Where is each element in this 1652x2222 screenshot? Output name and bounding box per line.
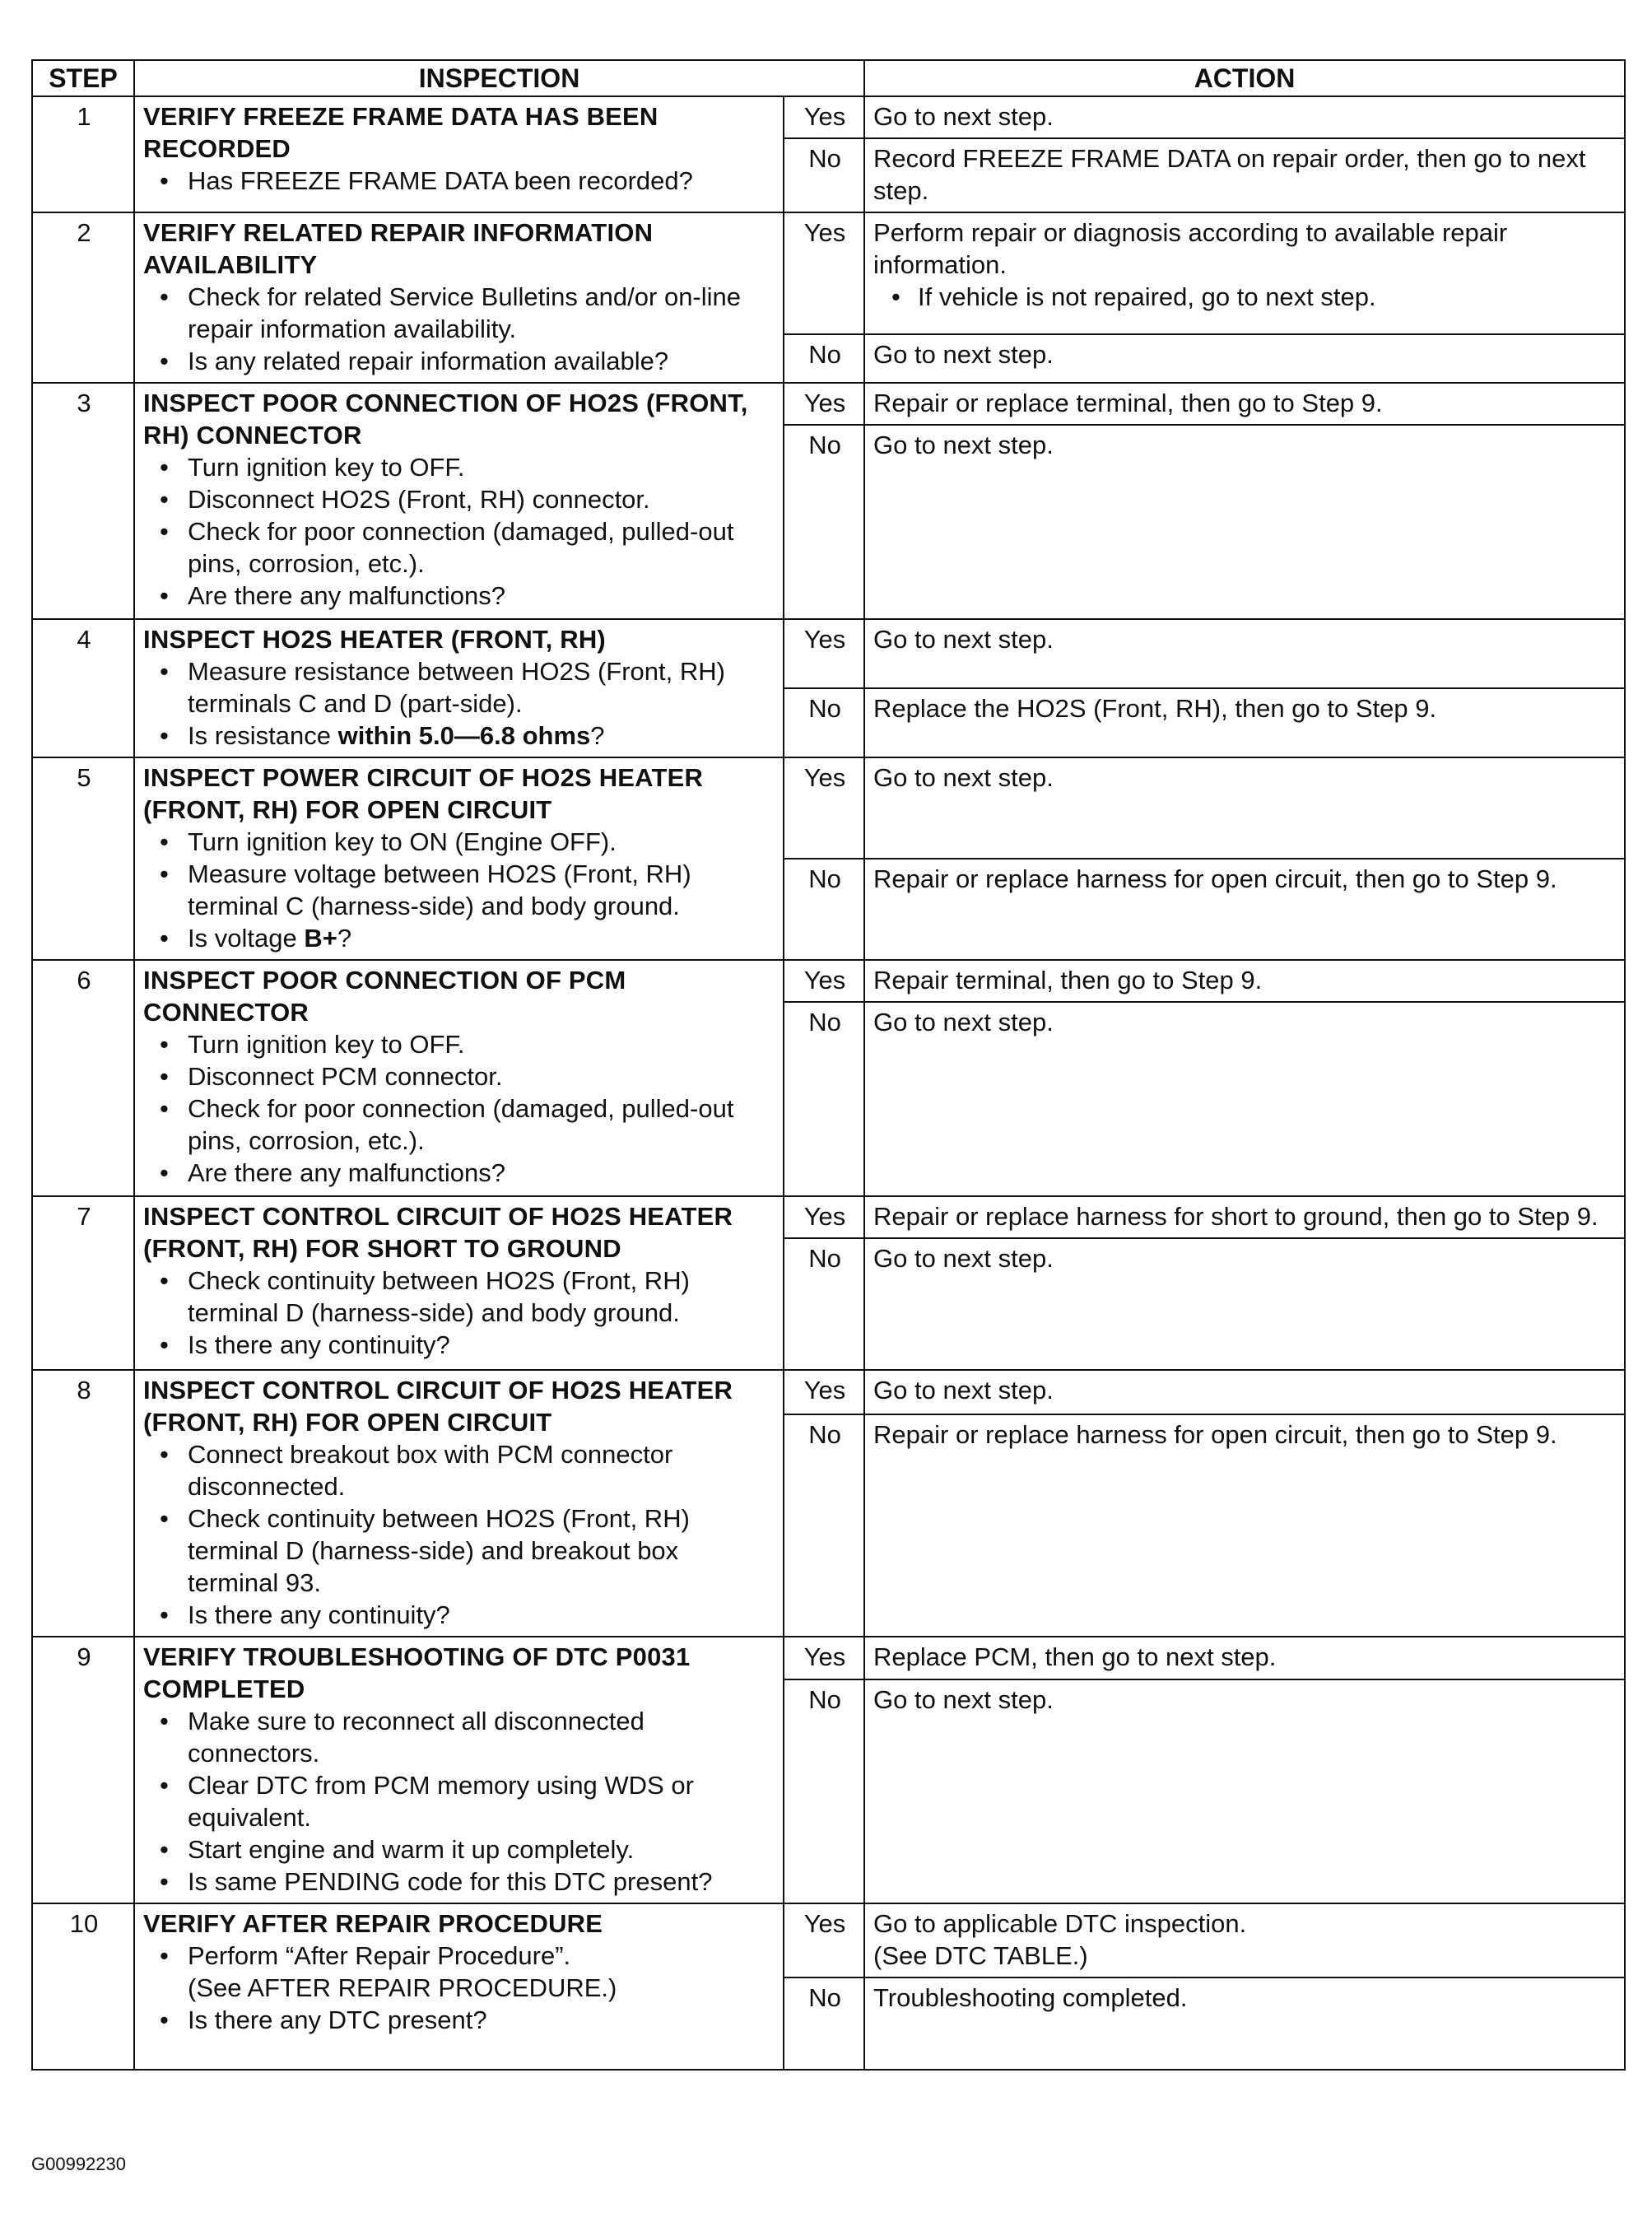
step-number: 9	[32, 1637, 134, 1903]
inspection-bullets	[143, 1705, 776, 1898]
no-label: No	[784, 334, 864, 383]
inspection-title: INSPECT HO2S HEATER (FRONT, RH)	[143, 625, 606, 654]
header-step: STEP	[32, 60, 134, 96]
no-label: No	[784, 1679, 864, 1903]
step-number: 4	[32, 619, 134, 757]
yes-label: Yes	[784, 1903, 864, 1977]
list-item: • Is same PENDING code for this DTC present?	[143, 1866, 776, 1898]
list-item: • Are there any malfunctions?	[143, 1157, 776, 1189]
step-number: 7	[32, 1196, 134, 1370]
no-action: Go to next step.	[864, 425, 1625, 619]
inspection-title: INSPECT CONTROL CIRCUIT OF HO2S HEATER (FRONT, RH) FOR SHORT TO GROUND	[143, 1202, 733, 1263]
list-item	[143, 922, 776, 954]
list-item: • Has FREEZE FRAME DATA been recorded?	[143, 165, 776, 197]
inspection-title: VERIFY RELATED REPAIR INFORMATION AVAILABILITY	[143, 218, 654, 279]
inspection-cell	[134, 1637, 784, 1903]
inspection-cell	[134, 383, 784, 619]
yes-label: Yes	[784, 383, 864, 425]
step-number: 6	[32, 960, 134, 1196]
figure-code: G00992230	[31, 2154, 126, 2174]
inspection-bullets	[143, 1028, 776, 1189]
list-item: • Check continuity between HO2S (Front, RH) terminal D (harness-side) and breakout box terminal 93.	[143, 1502, 776, 1599]
no-label: No	[784, 1238, 864, 1370]
yes-action: Repair or replace terminal, then go to Step 9.	[864, 383, 1625, 425]
header-inspection: INSPECTION	[134, 60, 864, 96]
no-action: Go to next step.	[864, 334, 1625, 383]
step-number: 8	[32, 1370, 134, 1637]
no-label: No	[784, 688, 864, 757]
bullet-text: Is voltage	[188, 924, 305, 953]
header-action: ACTION	[864, 60, 1625, 96]
no-action: Go to next step.	[864, 1238, 1625, 1370]
yes-action-note: (See DTC TABLE.)	[873, 1941, 1088, 1970]
yes-label: Yes	[784, 757, 864, 859]
yes-label: Yes	[784, 1637, 864, 1679]
no-action: Replace the HO2S (Front, RH), then go to Step 9.	[864, 688, 1625, 757]
list-item: • Perform “After Repair Procedure”.	[143, 1940, 776, 1972]
list-item: • Turn ignition key to OFF.	[143, 1028, 776, 1060]
inspection-title: INSPECT POWER CIRCUIT OF HO2S HEATER (FRONT, RH) FOR OPEN CIRCUIT	[143, 763, 704, 824]
yes-action: Replace PCM, then go to next step.	[864, 1637, 1625, 1679]
no-label: No	[784, 425, 864, 619]
table-header-row	[32, 60, 1625, 96]
yes-action: Repair or replace harness for short to ground, then go to Step 9.	[864, 1196, 1625, 1238]
yes-label: Yes	[784, 960, 864, 1002]
inspection-bullets	[143, 451, 776, 612]
action-sub-bullets	[873, 281, 1617, 313]
list-item: • Make sure to reconnect all disconnected connectors.	[143, 1705, 776, 1769]
no-action: Go to next step.	[864, 1002, 1625, 1196]
inspection-bullets	[143, 655, 776, 752]
list-item: • Clear DTC from PCM memory using WDS or equivalent.	[143, 1769, 776, 1833]
table-row	[32, 1370, 1625, 1414]
step-number: 3	[32, 383, 134, 619]
no-label: No	[784, 1002, 864, 1196]
list-item: • Is there any continuity?	[143, 1329, 776, 1361]
inspection-title: VERIFY AFTER REPAIR PROCEDURE	[143, 1909, 603, 1938]
yes-action: Perform repair or diagnosis according to available repair information.	[873, 218, 1508, 279]
yes-action-cell	[864, 212, 1625, 334]
bullet-emphasis: within 5.0—6.8 ohms	[337, 721, 591, 750]
yes-action: Go to next step.	[864, 619, 1625, 688]
inspection-title: INSPECT CONTROL CIRCUIT OF HO2S HEATER (FRONT, RH) FOR OPEN CIRCUIT	[143, 1376, 733, 1437]
yes-action: Go to next step.	[864, 757, 1625, 859]
inspection-title: VERIFY TROUBLESHOOTING OF DTC P0031 COMPLETED	[143, 1642, 691, 1703]
table-row	[32, 383, 1625, 425]
yes-action: Go to next step.	[864, 96, 1625, 138]
inspection-title: INSPECT POOR CONNECTION OF PCM CONNECTOR	[143, 966, 626, 1027]
table-row	[32, 96, 1625, 138]
table-row	[32, 1903, 1625, 1977]
step-number: 10	[32, 1903, 134, 2070]
no-action: Repair or replace harness for open circuit, then go to Step 9.	[864, 1414, 1625, 1637]
no-label: No	[784, 1414, 864, 1637]
bullet-emphasis: B+	[304, 924, 337, 953]
table-row	[32, 757, 1625, 859]
list-item: • Measure voltage between HO2S (Front, RH) terminal C (harness-side) and body ground.	[143, 858, 776, 922]
table-row	[32, 1196, 1625, 1238]
list-item: • Check continuity between HO2S (Front, RH) terminal D (harness-side) and body ground.	[143, 1265, 776, 1329]
inspection-bullets	[143, 1940, 776, 1972]
inspection-bullets	[143, 165, 776, 197]
inspection-bullets	[143, 1265, 776, 1361]
diagnostic-procedure-sheet	[31, 59, 1624, 2071]
inspection-bullets	[143, 281, 776, 377]
yes-action-cell	[864, 1903, 1625, 1977]
yes-label: Yes	[784, 96, 864, 138]
list-item: • If vehicle is not repaired, go to next step.	[873, 281, 1617, 313]
yes-label: Yes	[784, 1370, 864, 1414]
inspection-bullets	[143, 1438, 776, 1631]
yes-label: Yes	[784, 212, 864, 334]
inspection-cell	[134, 619, 784, 757]
inspection-title: VERIFY FREEZE FRAME DATA HAS BEEN RECORDED	[143, 102, 658, 163]
no-action: Repair or replace harness for open circuit, then go to Step 9.	[864, 859, 1625, 960]
no-label: No	[784, 859, 864, 960]
list-item: • Disconnect HO2S (Front, RH) connector.	[143, 483, 776, 515]
list-item: • Check for poor connection (damaged, pulled-out pins, corrosion, etc.).	[143, 1092, 776, 1157]
step-number: 5	[32, 757, 134, 960]
inspection-cell	[134, 1903, 784, 2070]
list-item: • Start engine and warm it up completely.	[143, 1833, 776, 1866]
list-item: • Measure resistance between HO2S (Front, RH) terminals C and D (part-side).	[143, 655, 776, 720]
inspection-title: INSPECT POOR CONNECTION OF HO2S (FRONT, RH) CONNECTOR	[143, 389, 748, 450]
no-action: Record FREEZE FRAME DATA on repair order, then go to next step.	[864, 138, 1625, 212]
list-item: • Turn ignition key to ON (Engine OFF).	[143, 826, 776, 858]
yes-action: Repair terminal, then go to Step 9.	[864, 960, 1625, 1002]
inspection-bullets	[143, 2004, 776, 2036]
inspection-cell	[134, 1370, 784, 1637]
list-item: • Disconnect PCM connector.	[143, 1060, 776, 1092]
bullet-continuation: (See AFTER REPAIR PROCEDURE.)	[188, 1973, 617, 2002]
list-item	[143, 720, 776, 752]
list-item: • Connect breakout box with PCM connector disconnected.	[143, 1438, 776, 1502]
list-item: • Check for related Service Bulletins and/or on-line repair information availability.	[143, 281, 776, 345]
step-number: 2	[32, 212, 134, 383]
yes-action: Go to next step.	[864, 1370, 1625, 1414]
list-item: • Check for poor connection (damaged, pulled-out pins, corrosion, etc.).	[143, 515, 776, 580]
inspection-cell	[134, 1196, 784, 1370]
no-action: Go to next step.	[864, 1679, 1625, 1903]
bullet-text: ?	[337, 924, 352, 953]
list-item: • Is any related repair information available?	[143, 345, 776, 377]
table-row	[32, 1637, 1625, 1679]
step-number: 1	[32, 96, 134, 212]
list-item: • Is there any continuity?	[143, 1599, 776, 1631]
yes-action: Go to applicable DTC inspection.	[873, 1909, 1247, 1938]
inspection-bullets	[143, 826, 776, 954]
yes-label: Yes	[784, 619, 864, 688]
diagnostic-table	[31, 59, 1626, 2071]
no-label: No	[784, 1977, 864, 2070]
inspection-cell	[134, 757, 784, 960]
table-row	[32, 619, 1625, 688]
list-item: • Is there any DTC present?	[143, 2004, 776, 2036]
list-item: • Are there any malfunctions?	[143, 580, 776, 612]
inspection-cell	[134, 960, 784, 1196]
inspection-cell	[134, 212, 784, 383]
bullet-text: ?	[590, 721, 605, 750]
list-item: • Turn ignition key to OFF.	[143, 451, 776, 483]
table-row	[32, 212, 1625, 334]
bullet-text: Is resistance	[188, 721, 338, 750]
inspection-cell	[134, 96, 784, 212]
yes-label: Yes	[784, 1196, 864, 1238]
table-row	[32, 960, 1625, 1002]
no-action: Troubleshooting completed.	[864, 1977, 1625, 2070]
no-label: No	[784, 138, 864, 212]
